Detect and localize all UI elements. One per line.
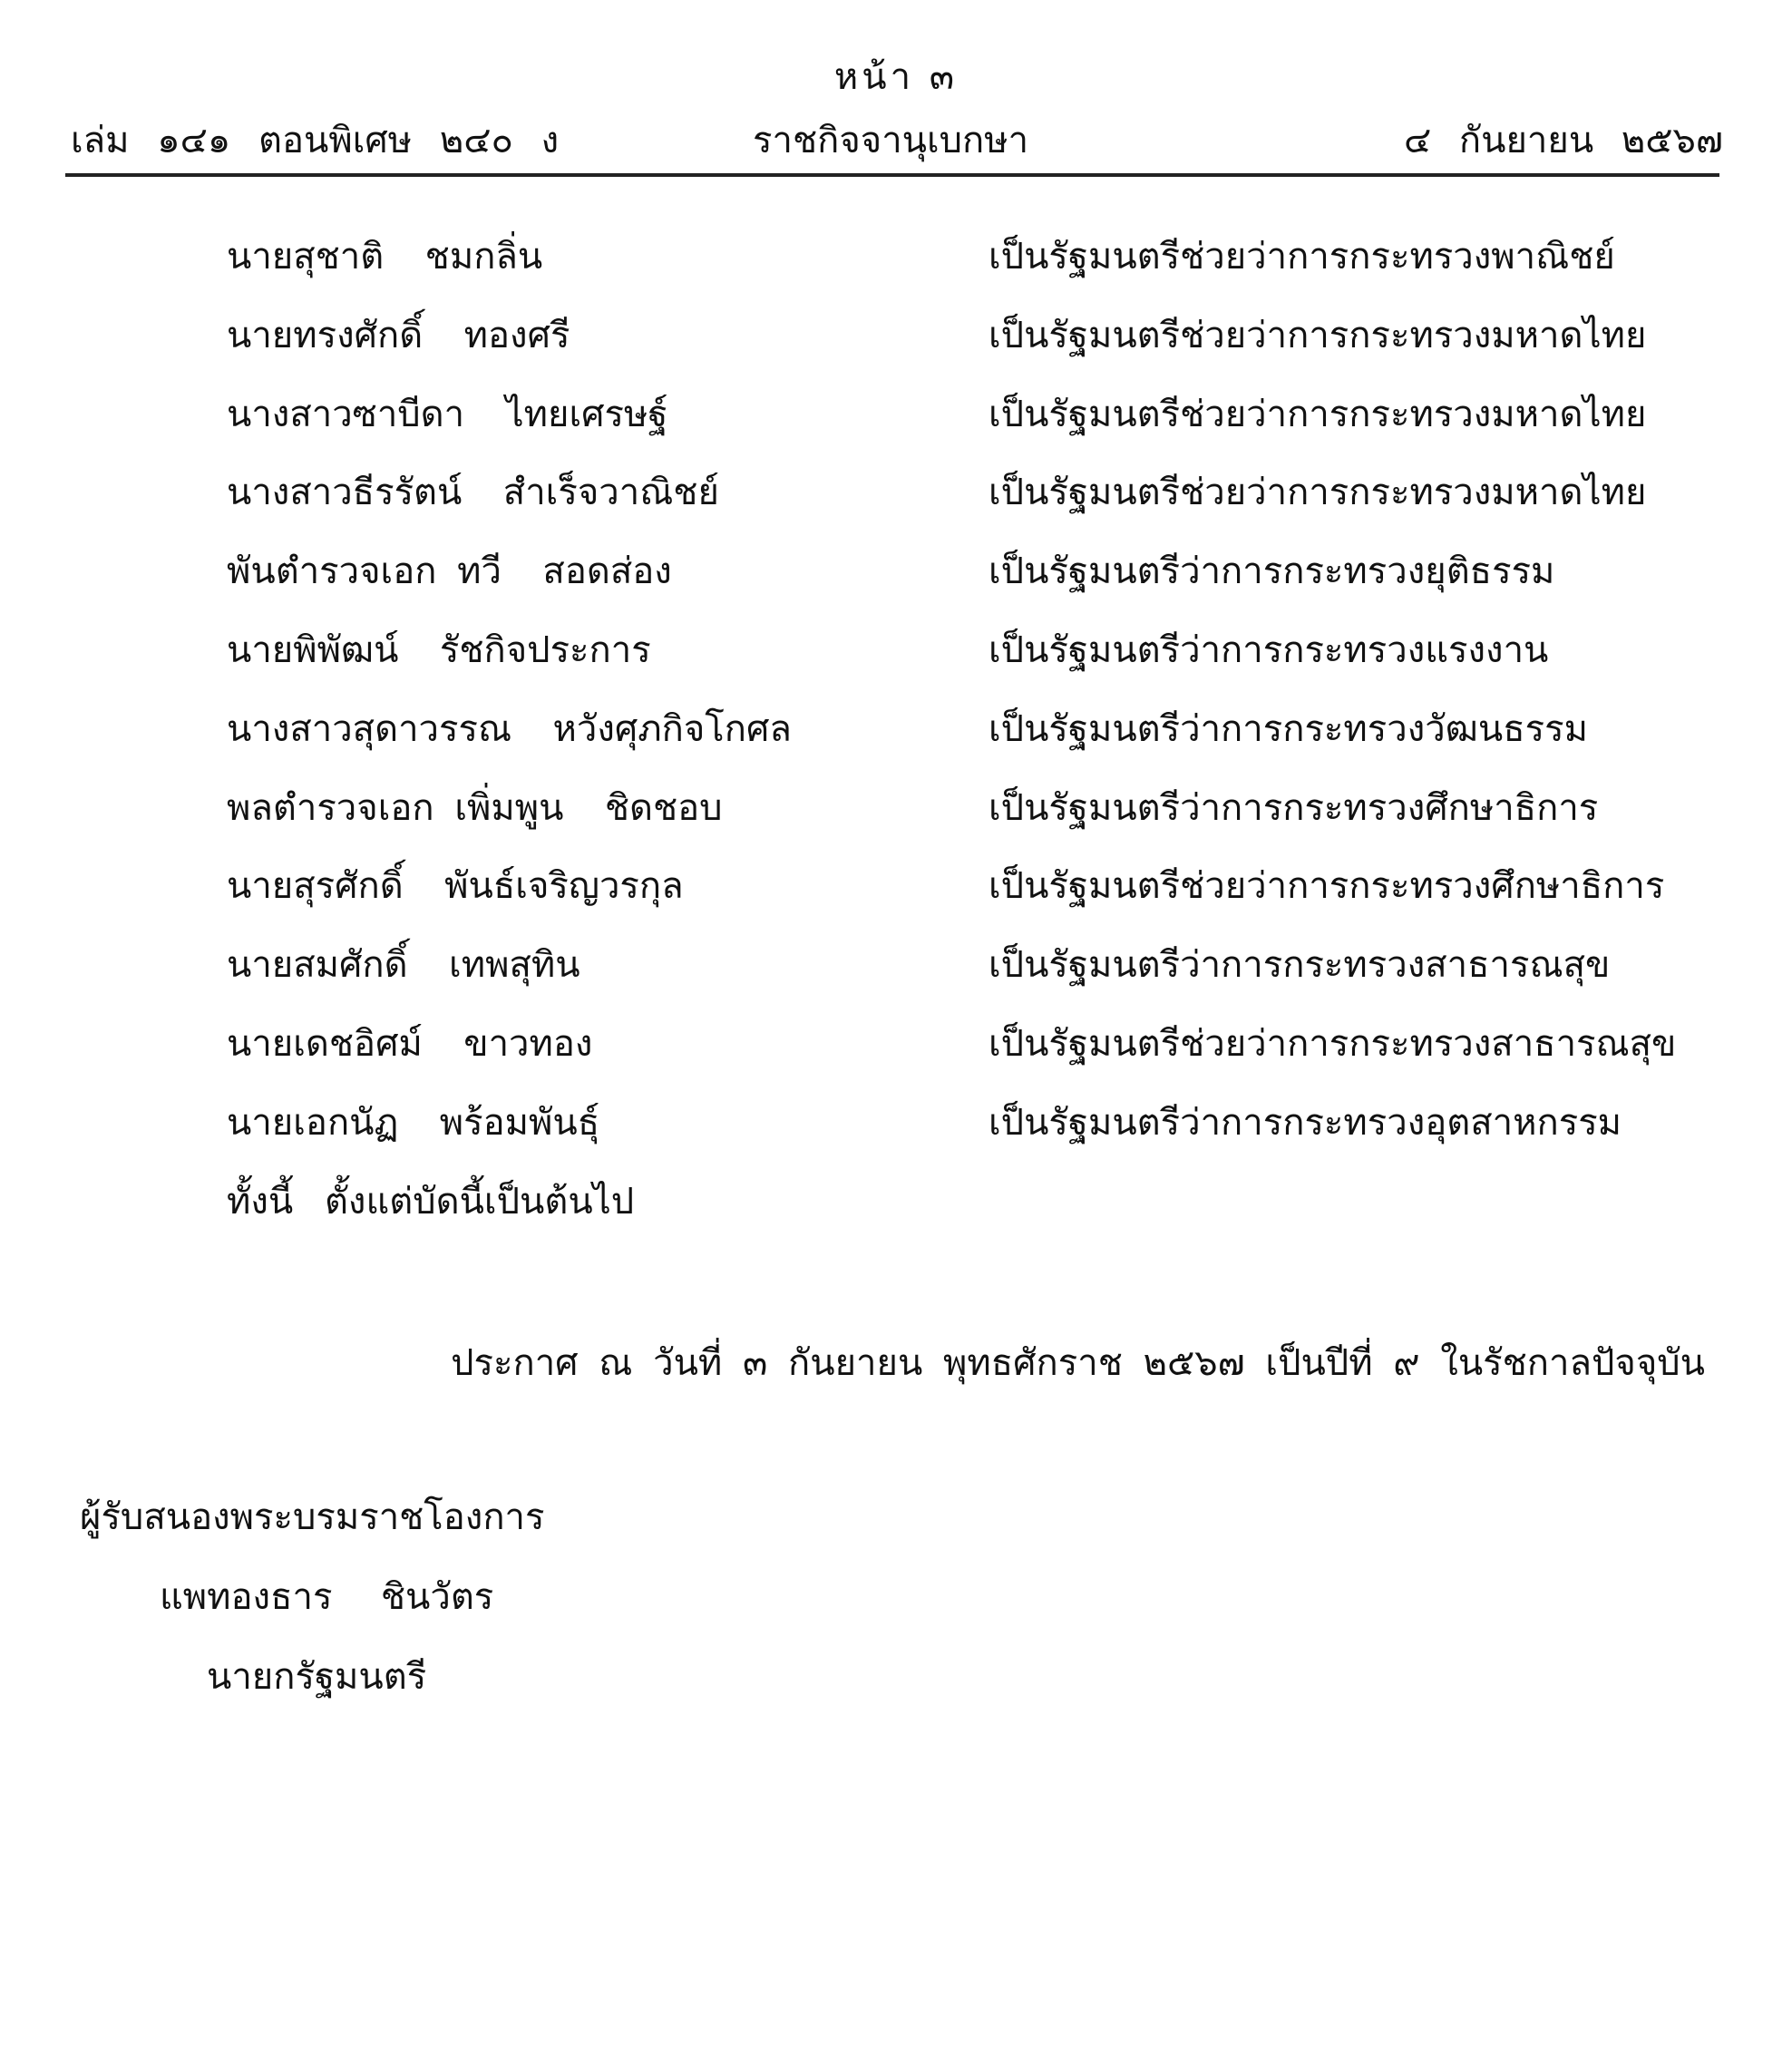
- appointment-row: [227, 306, 1723, 385]
- appointee-name: นายสมศักดิ์ เทพสุทิน: [227, 944, 580, 987]
- appointee-position: เป็นรัฐมนตรีว่าการกระทรวงแรงงาน: [989, 628, 1549, 671]
- appointee-position: เป็นรัฐมนตรีว่าการกระทรวงสาธารณสุข: [989, 944, 1611, 987]
- appointee-name: นายเดชอิศม์ ขาวทอง: [227, 1022, 593, 1065]
- gazette-header: [71, 111, 1723, 165]
- countersign-name: แพทองธาร ชินวัตร: [160, 1576, 494, 1618]
- appointee-position: เป็นรัฐมนตรีว่าการกระทรวงอุตสาหกรรม: [989, 1101, 1622, 1144]
- appointee-name: นายสุรศักดิ์ พันธ์เจริญวรกุล: [227, 865, 684, 908]
- appointment-row: [227, 227, 1723, 306]
- appointee-position: เป็นรัฐมนตรีช่วยว่าการกระทรวงพาณิชย์: [989, 236, 1615, 278]
- appointee-name: นายเอกนัฏ พร้อมพันธุ์: [227, 1101, 600, 1144]
- appointee-name: นางสาวธีรรัตน์ สำเร็จวาณิชย์: [227, 472, 719, 514]
- appointee-position: เป็นรัฐมนตรีช่วยว่าการกระทรวงมหาดไทย: [989, 314, 1647, 356]
- countersign-title: ผู้รับสนองพระบรมราชโองการ: [80, 1496, 545, 1538]
- appointment-row: [227, 778, 1723, 857]
- appointee-position: เป็นรัฐมนตรีว่าการกระทรวงวัฒนธรรม: [989, 707, 1588, 750]
- appointment-list: [227, 227, 1723, 1172]
- appointment-row: [227, 935, 1723, 1014]
- appointee-name: พลตำรวจเอก เพิ่มพูน ชิดชอบ: [227, 786, 723, 829]
- publication-title: ราชกิจจานุเบกษา: [753, 120, 1029, 161]
- appointee-position: เป็นรัฐมนตรีช่วยว่าการกระทรวงมหาดไทย: [989, 472, 1647, 514]
- appointee-position: เป็นรัฐมนตรีว่าการกระทรวงศึกษาธิการ: [989, 786, 1599, 829]
- appointee-position: เป็นรัฐมนตรีช่วยว่าการกระทรวงมหาดไทย: [989, 393, 1647, 435]
- appointee-name: พันตำรวจเอก ทวี สอดส่อง: [227, 551, 672, 593]
- appointment-row: [227, 620, 1723, 699]
- appointee-name: นายสุชาติ ชมกลิ่น: [227, 236, 543, 278]
- appointment-row: [227, 463, 1723, 541]
- header-divider: [65, 173, 1719, 177]
- proclamation-date: ประกาศ ณ วันที่ ๓ กันยายน พุทธศักราช ๒๕๖๗ เป็นปีที่ ๙ ในรัชกาลปัจจุบัน: [451, 1342, 1705, 1384]
- publication-date: ๔ กันยายน ๒๕๖๗: [1403, 120, 1723, 161]
- appointment-row: [227, 1093, 1723, 1172]
- appointee-position: เป็นรัฐมนตรีว่าการกระทรวงยุติธรรม: [989, 551, 1555, 593]
- appointment-row: [227, 541, 1723, 620]
- appointment-row: [227, 385, 1723, 463]
- volume-issue: เล่ม ๑๔๑ ตอนพิเศษ ๒๔๐ ง: [71, 120, 560, 161]
- appointment-row: [227, 699, 1723, 778]
- appointment-row: [227, 856, 1723, 935]
- appointee-name: นายพิพัฒน์ รัชกิจประการ: [227, 628, 651, 671]
- appointee-position: เป็นรัฐมนตรีช่วยว่าการกระทรวงศึกษาธิการ: [989, 865, 1665, 908]
- appointment-row: [227, 1014, 1723, 1093]
- appointee-name: นางสาวซาบีดา ไทยเศรษฐ์: [227, 393, 668, 435]
- page-number: หน้า ๓: [833, 56, 959, 98]
- appointee-position: เป็นรัฐมนตรีช่วยว่าการกระทรวงสาธารณสุข: [989, 1022, 1677, 1065]
- countersign-role: นายกรัฐมนตรี: [207, 1656, 427, 1698]
- effective-clause: ทั้งนี้ ตั้งแต่บัดนี้เป็นต้นไป: [227, 1181, 635, 1223]
- appointee-name: นายทรงศักดิ์ ทองศรี: [227, 314, 570, 356]
- appointee-name: นางสาวสุดาวรรณ หวังศุภกิจโกศล: [227, 707, 792, 750]
